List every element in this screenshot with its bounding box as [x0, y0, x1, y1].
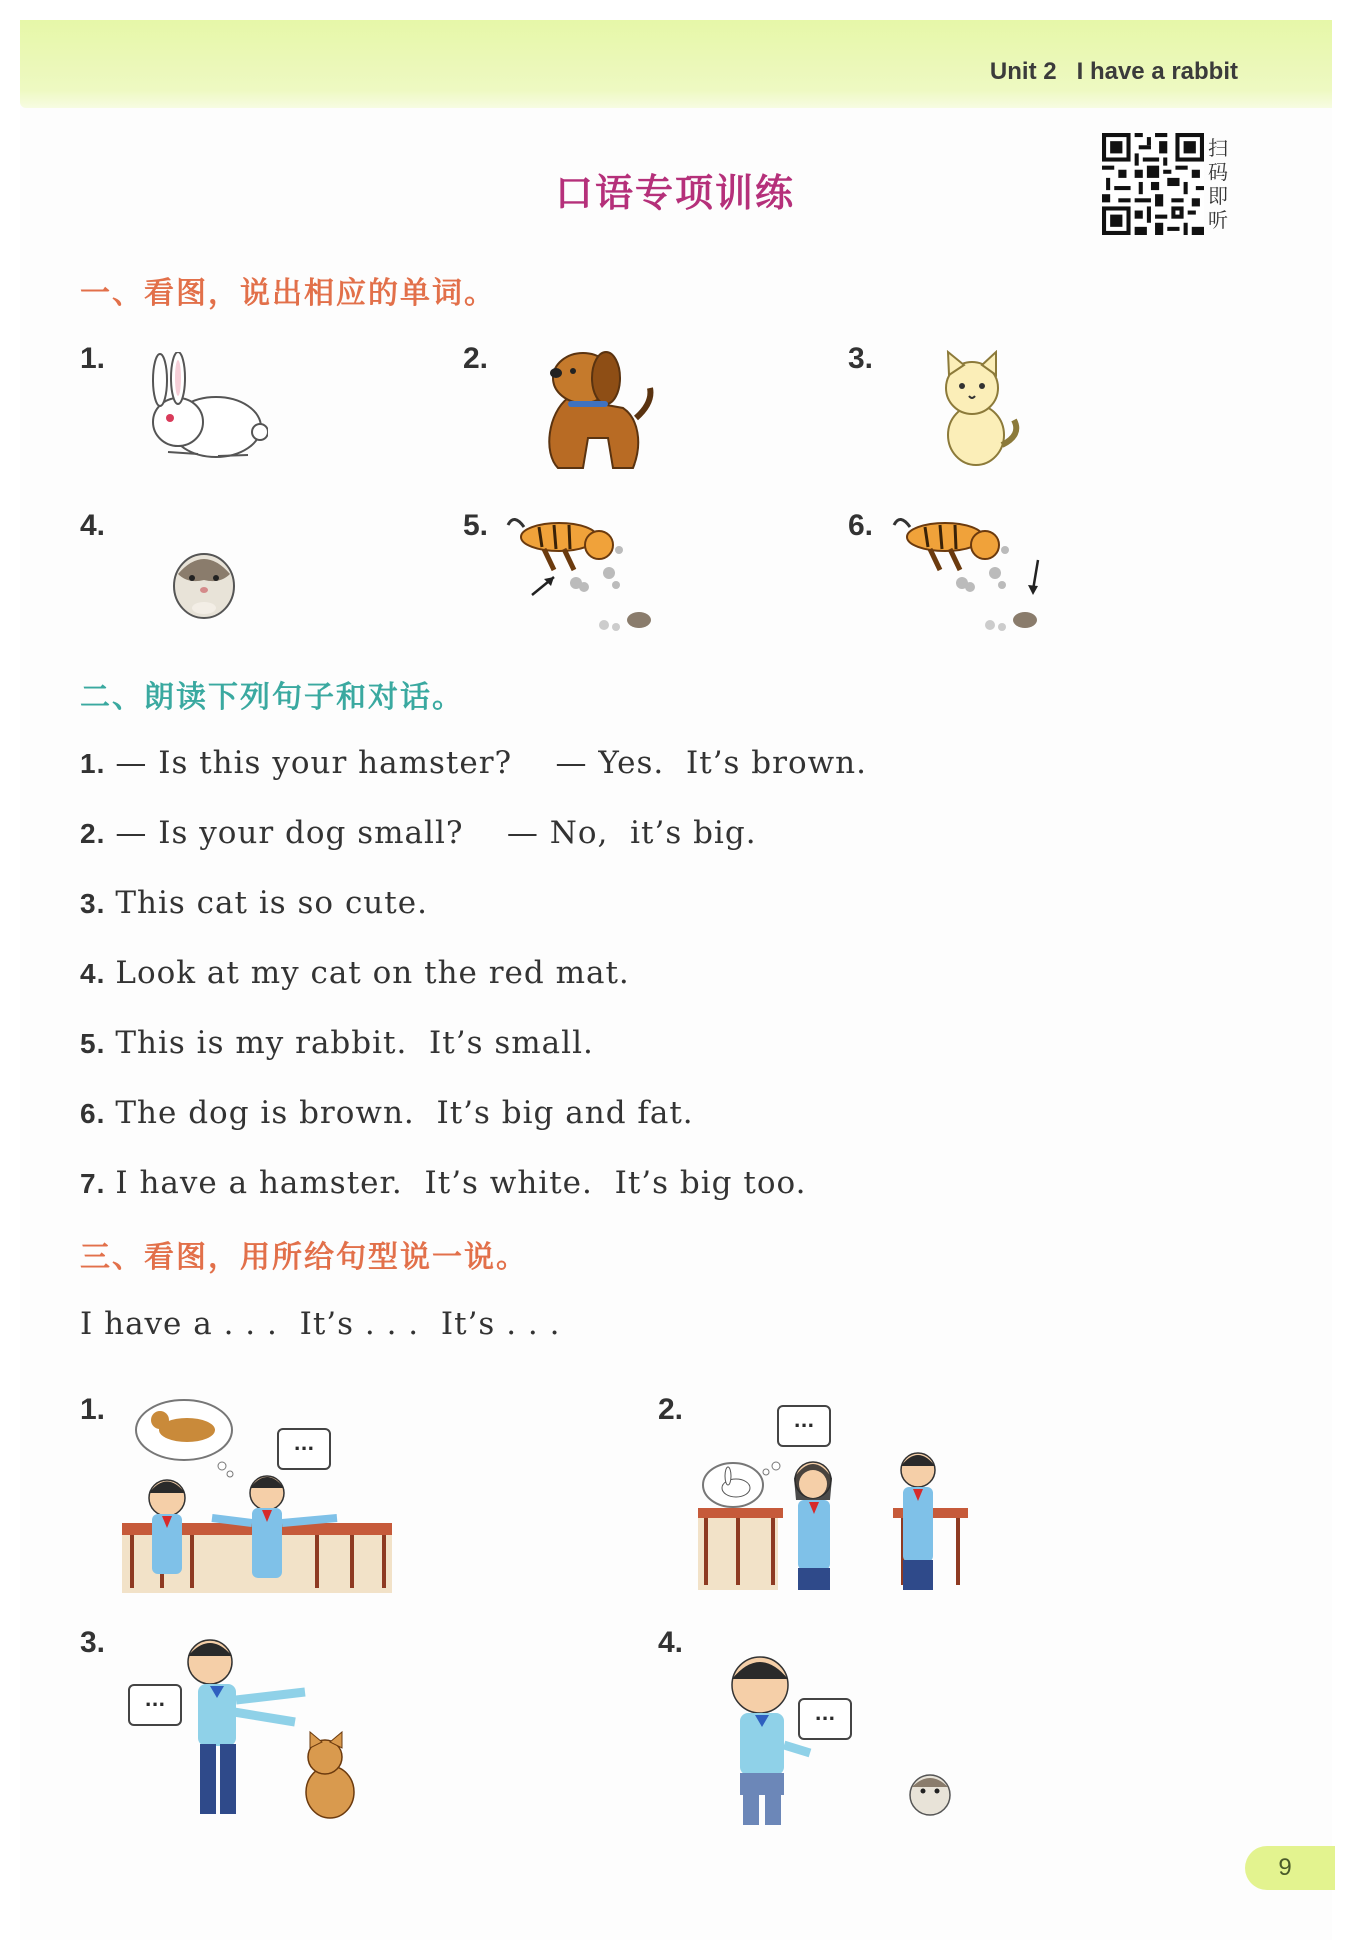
item-number: 1.	[80, 342, 106, 375]
item-number: 3.	[848, 342, 874, 375]
cat-icon	[934, 350, 1024, 470]
page-title: 口语专项训练	[554, 171, 795, 215]
sentence-line	[80, 1025, 594, 1061]
line-number: 3.	[80, 888, 106, 919]
unit-header	[990, 58, 1238, 86]
unit-label: Unit 2	[989, 58, 1057, 85]
qr-label-char: 即	[1208, 184, 1228, 208]
sentence-pattern: I have a . . . It’s . . . It’s . . .	[80, 1306, 561, 1342]
line-number: 2.	[80, 818, 106, 849]
rabbit-icon	[138, 352, 268, 467]
lesson-title: I have a rabbit	[1076, 58, 1238, 85]
qr-label-char: 听	[1208, 208, 1228, 232]
hamster-icon	[170, 544, 238, 620]
line-text: Look at my cat on the red mat.	[115, 955, 630, 991]
line-text: This is my rabbit. It’s small.	[115, 1025, 594, 1061]
line-text: — Is this your hamster? — Yes. It’s brown.	[115, 745, 867, 781]
line-text: The dog is brown. It’s big and fat.	[115, 1095, 694, 1131]
qr-label-char: 扫	[1208, 136, 1228, 160]
item-number: 2.	[463, 342, 489, 375]
qr-label	[1208, 136, 1232, 232]
line-number: 6.	[80, 1098, 106, 1129]
line-text: This cat is so cute.	[115, 885, 428, 921]
line-text: I have a hamster. It’s white. It’s big too.	[115, 1165, 807, 1201]
line-number: 5.	[80, 1028, 106, 1059]
scene-number: 2.	[658, 1393, 684, 1426]
qr-code-icon[interactable]	[1101, 133, 1205, 235]
item-number: 5.	[463, 509, 489, 542]
page-number: 9	[1245, 1846, 1335, 1890]
speech-bubble: ...	[277, 1428, 331, 1470]
scene-number: 4.	[658, 1626, 684, 1659]
line-number: 4.	[80, 958, 106, 989]
line-text: — Is your dog small? — No, it’s big.	[115, 815, 757, 851]
scene1-classroom-dog-illustration	[122, 1398, 392, 1593]
scene-number: 1.	[80, 1393, 106, 1426]
qr-label-char: 码	[1208, 160, 1228, 184]
item-number: 6.	[848, 509, 874, 542]
dog-icon	[528, 343, 658, 473]
scene2-classroom-rabbit-illustration	[698, 1440, 968, 1590]
sentence-line	[80, 745, 867, 781]
scene3-boy-cat-illustration	[170, 1632, 370, 1822]
line-number: 1.	[80, 748, 106, 779]
speech-bubble: ...	[128, 1684, 182, 1726]
sentence-line	[80, 1095, 694, 1131]
section1-heading: 一、看图，说出相应的单词。	[80, 276, 496, 311]
section2-heading: 二、朗读下列句子和对话。	[80, 680, 464, 715]
sentence-line	[80, 815, 757, 851]
scene-number: 3.	[80, 1626, 106, 1659]
item-number: 4.	[80, 509, 106, 542]
speech-bubble: ...	[777, 1405, 831, 1447]
mouse-small-arrow-icon	[890, 515, 1050, 640]
speech-bubble: ...	[798, 1698, 852, 1740]
sentence-line	[80, 1165, 806, 1201]
section3-heading: 三、看图，用所给句型说一说。	[80, 1240, 528, 1275]
tiger-big-arrow-icon	[504, 515, 664, 640]
line-number: 7.	[80, 1168, 106, 1199]
sentence-line	[80, 955, 630, 991]
sentence-line	[80, 885, 428, 921]
